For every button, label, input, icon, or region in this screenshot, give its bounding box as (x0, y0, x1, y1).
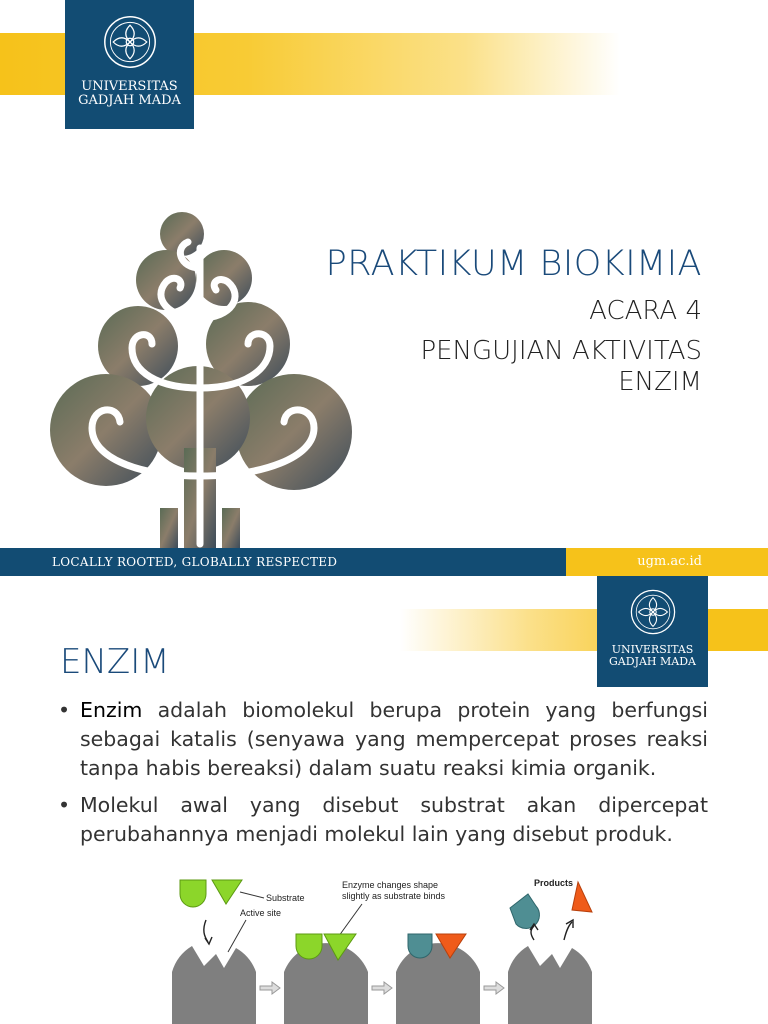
ugm-emblem-icon (629, 588, 677, 636)
ugm-logo (597, 576, 708, 687)
bullet-text: Molekul awal yang disebut substrat akan dipercepat perubahannya menjadi molekul lain yang disebut produk. (80, 793, 708, 846)
substrate-icon (180, 880, 242, 907)
slide-title: ENZIM (60, 642, 170, 682)
subtitle-topic: PENGUJIAN AKTIVITAS ENZIM (420, 336, 702, 397)
website-link[interactable]: ugm.ac.id (637, 554, 702, 569)
label-enzyme-change-2: slightly as substrate binds (342, 891, 446, 901)
product-icon (510, 882, 592, 928)
bullet-list (58, 696, 708, 857)
footer-bar (0, 548, 768, 576)
label-substrate: Substrate (266, 893, 305, 903)
logo-line-2: GADJAH MADA (78, 93, 181, 109)
yellow-gradient-band (400, 609, 768, 651)
logo-line-1: UNIVERSITAS (81, 79, 178, 94)
term-enzim: Enzim (80, 698, 143, 722)
label-active-site: Active site (240, 908, 282, 918)
content-slide-enzim (0, 576, 768, 1024)
ugm-logo (65, 0, 194, 129)
enzyme-icon (508, 946, 592, 1024)
enzyme-substrate-diagram (168, 874, 608, 1024)
label-products: Products (534, 878, 574, 888)
tree-photo-collage-icon (48, 208, 360, 548)
enzyme-icon (396, 943, 480, 1024)
logo-line-1: UNIVERSITAS (611, 643, 694, 656)
logo-line-2: GADJAH MADA (609, 655, 696, 669)
subtitle-acara: ACARA 4 (589, 296, 702, 326)
list-item (58, 791, 708, 849)
ugm-emblem-icon (102, 14, 158, 70)
list-item (58, 696, 708, 783)
bullet-text: adalah biomolekul berupa protein yang berfungsi sebagai katalis (senyawa yang mempercepat proses reaksi tanpa habis bereaksi) dalam suatu reaksi kimia organik. (80, 698, 708, 780)
tagline: LOCALLY ROOTED, GLOBALLY RESPECTED (52, 555, 338, 569)
label-enzyme-change-1: Enzyme changes shape (342, 880, 439, 890)
enzyme-icon (284, 943, 368, 1024)
presentation-title: PRAKTIKUM BIOKIMIA (325, 244, 702, 284)
enzyme-icon (172, 946, 256, 1024)
